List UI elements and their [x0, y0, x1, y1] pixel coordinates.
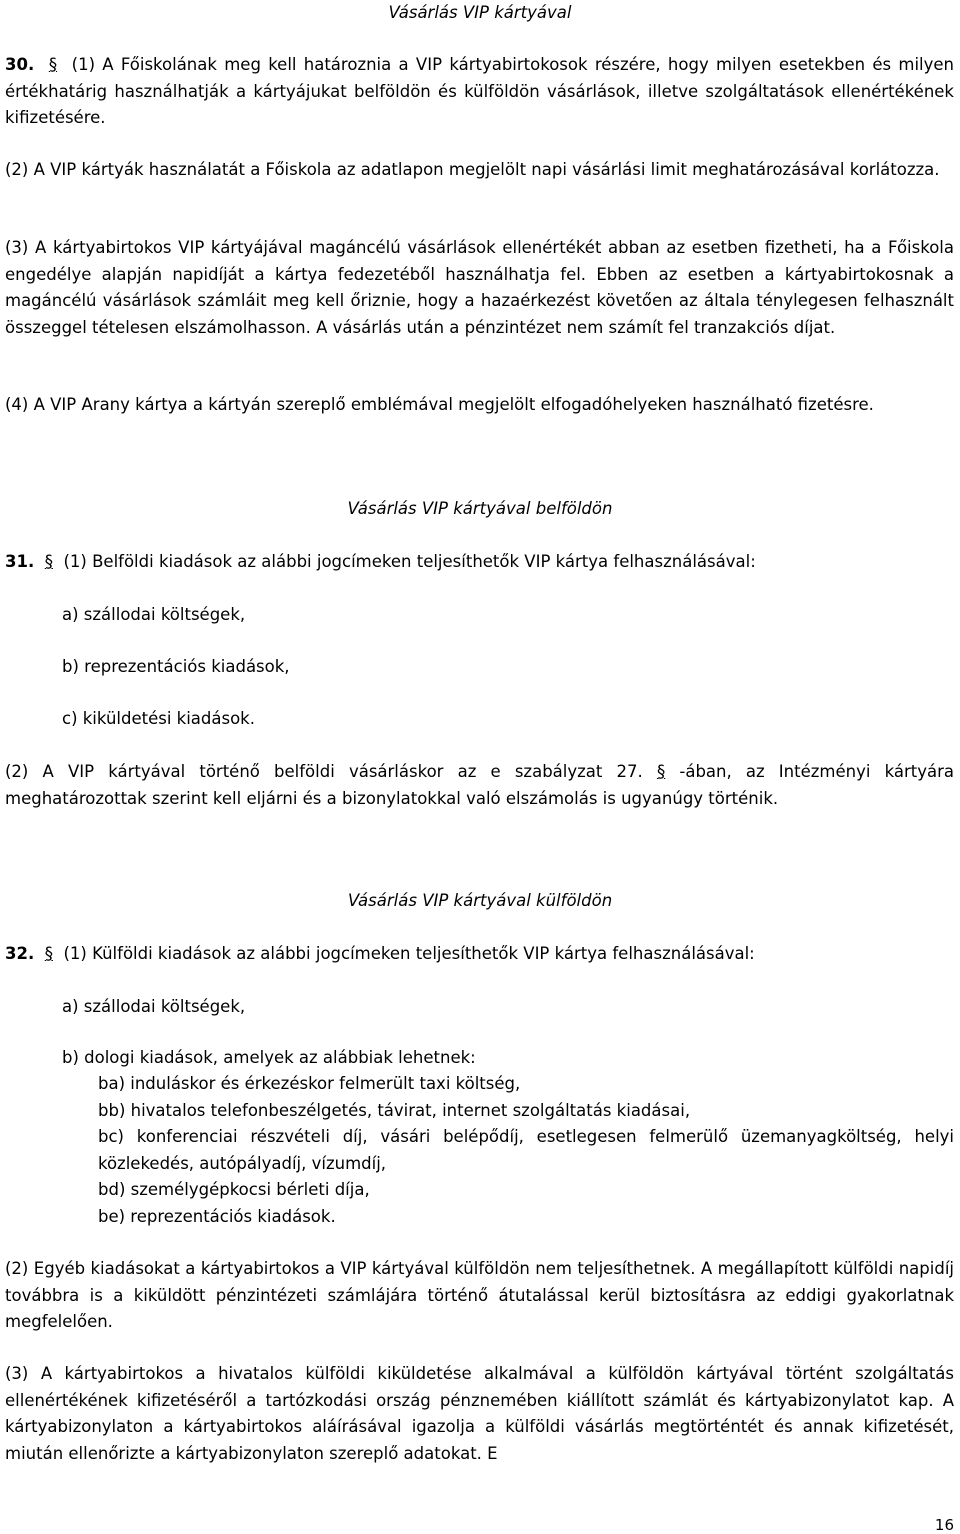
heading-vip-purchase: Vásárlás VIP kártyával	[388, 3, 572, 22]
section-32-item-b: b) dologi kiadások, amelyek az alábbiak lehetnek:	[62, 1048, 476, 1067]
section-31-item-a: a) szállodai költségek,	[62, 605, 246, 624]
section-30-p1-text: (1) A Főiskolának meg kell határoznia a VIP kártyabirtokosok részére, hogy milyen esetekben és milyen értékhatárig használhatják a kártyájukat belföldön és külföldön vásárlások, illetve szolgáltatások ellenértékének kifizetésére.	[5, 55, 954, 127]
section-30-sign: §	[48, 55, 58, 74]
section-32-sign: §	[44, 944, 53, 963]
section-32-paragraph-2: (2) Egyéb kiadásokat a kártyabirtokos a VIP kártyával külföldön nem teljesíthetnek. A megállapított külföldi napidíj továbbra is a kiküldött pénzintézeti számlájára történő átutalással kerül biztosításra az eddigi gyakorlatnak megfelelően.	[5, 1259, 954, 1331]
section-31-paragraph-1	[5, 549, 954, 576]
section-30-paragraph-2: (2) A VIP kártyák használatát a Főiskola az adatlapon megjelölt napi vásárlási limit meghatározásával korlátozza.	[5, 160, 940, 179]
section-32-paragraph-1	[5, 941, 954, 968]
section-30-paragraph-1	[5, 52, 954, 132]
heading-vip-abroad: Vásárlás VIP kártyával külföldön	[347, 891, 613, 910]
section-31-p2-text-a: (2) A VIP kártyával történő belföldi vásárláskor az e szabályzat 27.	[5, 762, 643, 781]
section-31-paragraph-2	[5, 759, 954, 812]
page-number: 16	[934, 1516, 954, 1534]
section-31-p2-sign: §	[656, 762, 666, 781]
section-32-number: 32.	[5, 944, 35, 963]
section-30-paragraph-3: (3) A kártyabirtokos VIP kártyájával magáncélú vásárlások ellenértékét abban az esetben fizetheti, ha a Főiskola engedélye alapján napidíját a kártya fedezetéből használhatja fel. Ebben az esetben a kártyabirtokosnak a magáncélú vásárlások számláit meg kell őriznie, hogy a hazaérkezést követően az általa ténylegesen felhasznált összeggel tételesen elszámolhasson. A vásárlás után a pénzintézet nem számít fel tranzakciós díjat.	[5, 238, 954, 337]
section-30-paragraph-4: (4) A VIP Arany kártya a kártyán szereplő emblémával megjelölt elfogadóhelyeken használható fizetésre.	[5, 395, 874, 414]
section-32-item-bb: bb) hivatalos telefonbeszélgetés, távirat, internet szolgáltatás kiadásai,	[98, 1101, 691, 1120]
section-31-sign: §	[44, 552, 53, 571]
section-30-number: 30.	[5, 55, 35, 74]
heading-vip-domestic: Vásárlás VIP kártyával belföldön	[347, 499, 613, 518]
section-31-number: 31.	[5, 552, 35, 571]
section-32-paragraph-3: (3) A kártyabirtokos a hivatalos külföldi kiküldetése alkalmával a külföldön kártyával történt szolgáltatás ellenértékének kifizetéséről a tartózkodási ország pénznemében kiállított számlát és kártyabizonylatot kap. A kártyabizonylaton a kártyabirtokos aláírásával igazolja a külföldi vásárlás megtörténtét és annak kifizetését, miután ellenőrizte a kártyabizonylaton szereplő adatokat. E	[5, 1364, 954, 1463]
section-32-item-be: be) reprezentációs kiadások.	[98, 1207, 336, 1226]
section-32-item-ba: ba) induláskor és érkezéskor felmerült taxi költség,	[98, 1074, 521, 1093]
section-32-item-bc: bc) konferenciai részvételi díj, vásári belépődíj, esetlegesen felmerülő üzemanyagköltség, helyi közlekedés, autópályadíj, vízumdíj,	[98, 1127, 954, 1173]
section-31-item-c: c) kiküldetési kiadások.	[62, 709, 255, 728]
section-32-p1-text: (1) Külföldi kiadások az alábbi jogcímeken teljesíthetők VIP kártya felhasználásával:	[63, 944, 755, 963]
section-31-p1-text: (1) Belföldi kiadások az alábbi jogcímeken teljesíthetők VIP kártya felhasználásával:	[63, 552, 756, 571]
section-31-p2-text-b: -ában, az Intézményi kártyára meghatározottak szerint kell eljárni és a bizonylatokkal való elszámolás is ugyanúgy történik.	[5, 762, 955, 808]
section-31-item-b: b) reprezentációs kiadások,	[62, 657, 290, 676]
section-32-item-bd: bd) személygépkocsi bérleti díja,	[98, 1180, 370, 1199]
section-32-item-a: a) szállodai költségek,	[62, 997, 246, 1016]
